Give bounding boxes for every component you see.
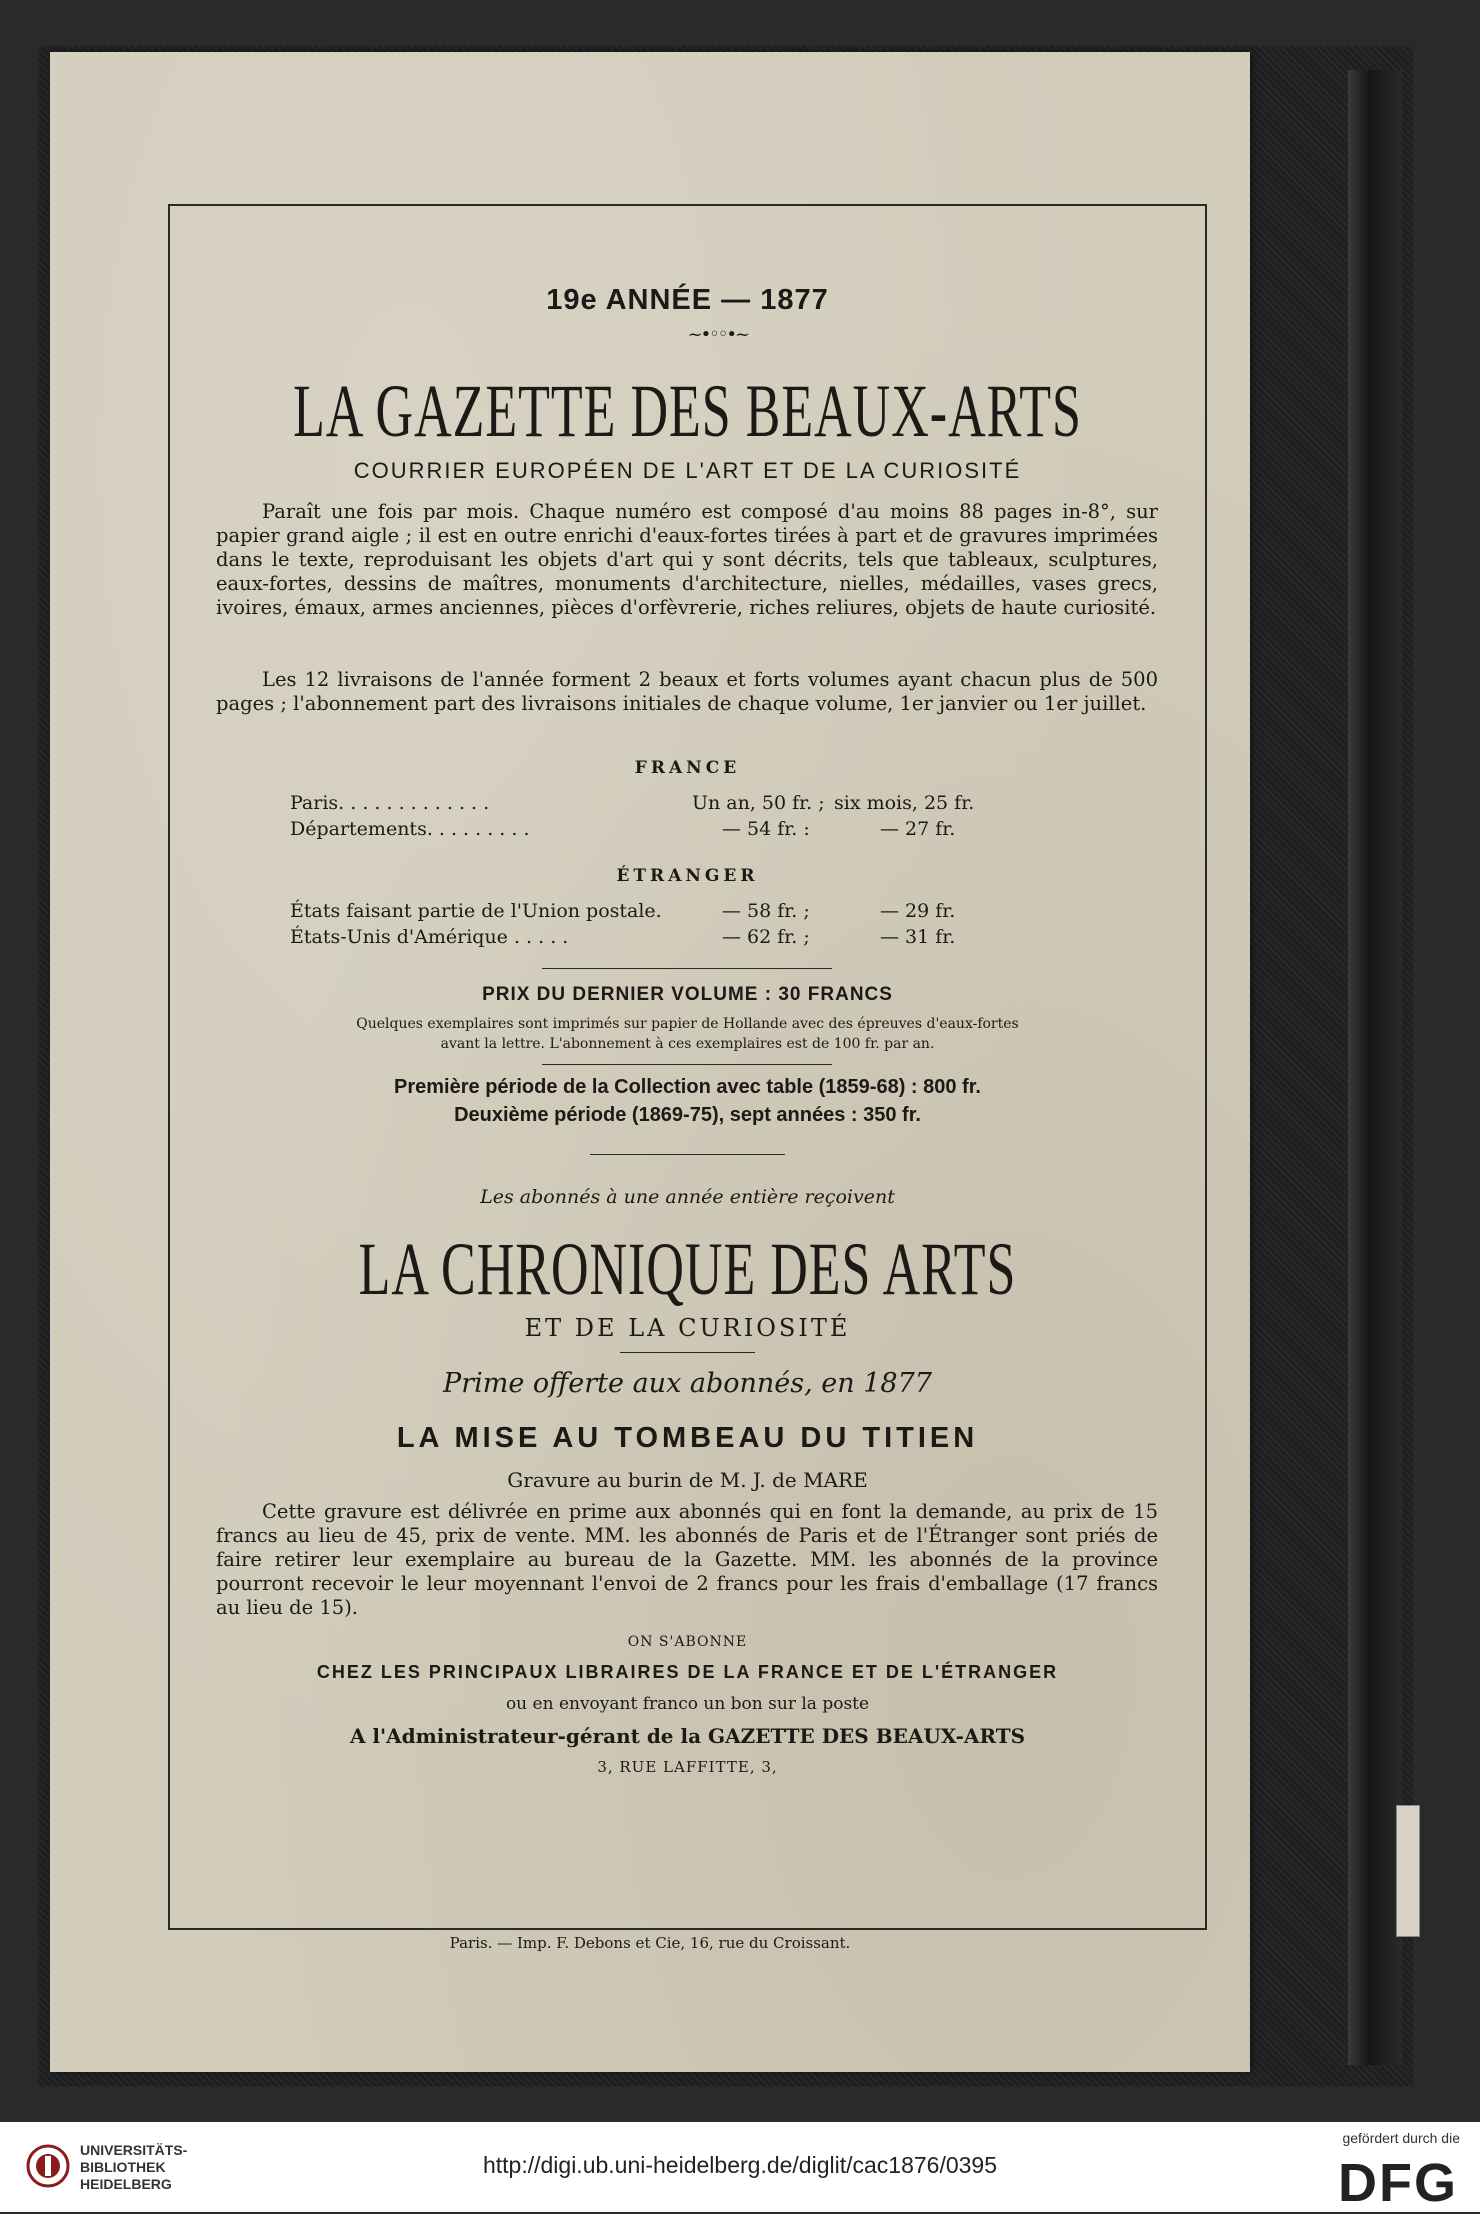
price-six-departements: — 27 fr. <box>880 818 956 840</box>
etranger-heading: ÉTRANGER <box>616 866 759 886</box>
prime-title: LA MISE AU TOMBEAU DU TITIEN <box>396 1422 979 1454</box>
subscribe-on: ON S'ABONNE <box>627 1634 748 1650</box>
divider-rule <box>620 1352 755 1353</box>
price-place: États-Unis d'Amérique . . . . . <box>290 926 569 948</box>
year-line: 19e ANNÉE — 1877 <box>546 284 829 316</box>
collection-line-1: Première période de la Collection avec table (1859-68) : 800 fr. <box>394 1076 981 1098</box>
collection-line-2: Deuxième période (1869-75), sept années : 350 fr. <box>454 1104 921 1126</box>
subscribe-admin: A l'Administrateur-gérant de la GAZETTE DES BEAUX-ARTS <box>349 1724 1026 1748</box>
prime-paragraph: Cette gravure est délivrée en prime aux abonnés qui en font la demande, au prix de 15 francs au lieu de 45, prix de vente. MM. les abonnés de Paris et de l'Étranger sont priés de faire retirer leur exemplaire au bureau de la Gazette. MM. les abonnés de la province pourront recevoir le leur moyennant l'envoi de 2 francs pour les frais d'emballage (17 francs au lieu de 15). <box>216 1500 1158 1619</box>
price-row-union <box>290 900 662 922</box>
chronique-intro: Les abonnés à une année entière reçoivent <box>480 1186 895 1208</box>
subscribe-address: 3, RUE LAFFITTE, 3, <box>597 1758 778 1776</box>
price-place: Départements. . . . . . . . . <box>290 818 530 840</box>
price-year-departements: — 54 fr. : <box>722 818 810 840</box>
chronique-subtitle: ET DE LA CURIOSITÉ <box>524 1314 851 1342</box>
subscribe-chez: CHEZ LES PRINCIPAUX LIBRAIRES DE LA FRANCE ET DE L'ÉTRANGER <box>316 1662 1059 1682</box>
viewer-footer <box>0 2122 1480 2212</box>
chronique-title-wrap <box>170 1228 1205 1312</box>
book-spine <box>1348 70 1402 2065</box>
intro-paragraph-2: Les 12 livraisons de l'année forment 2 beaux et forts volumes ayant chacun plus de 500 pages ; l'abonnement part des livraisons initiales de chaque volume, 1er janvier ou 1er juillet. <box>216 668 1158 715</box>
hollande-note-1: Quelques exemplaires sont imprimés sur papier de Hollande avec des épreuves d'eaux-fortes <box>356 1016 1019 1032</box>
france-heading: FRANCE <box>634 758 741 778</box>
university-name-line: UNIVERSITÄTS- <box>80 2142 188 2158</box>
dfg-logo: DFG <box>1338 2153 1458 2213</box>
price-place: États faisant partie de l'Union postale. <box>290 900 662 922</box>
subscribe-envoi: ou en envoyant franco un bon sur la poste <box>505 1694 870 1714</box>
main-title: LA GAZETTE DES BEAUX-ARTS <box>293 370 1082 454</box>
price-year-paris: Un an, 50 fr. ; <box>692 792 825 814</box>
price-row-paris <box>290 792 489 814</box>
price-row-departements <box>290 818 530 840</box>
permalink-url[interactable]: http://digi.ub.uni-heidelberg.de/diglit/cac1876/0395 <box>482 2152 998 2178</box>
price-six-usa: — 31 fr. <box>880 926 956 948</box>
page-border-frame: 19e ANNÉE — 1877 ~•◦◦•~ LA GAZETTE DES BEAUX-ARTS COURRIER EUROPÉEN DE L'ART ET DE LA CURIOSITÉ Paraît une fois par mois. Chaque numéro est composé d'au moins 88 pages in-8°, sur papier grand aigle ; il est en outre enrichi d'eaux-fortes tirées à part et de gravures imprimées dans le texte, reproduisant les objets d'art qui y sont décrits, tels que tableaux, sculptures, eaux-fortes, dessins de maîtres, monuments d'architecture, nielles, médailles, vases grecs, ivoires, émaux, armes anciennes, pièces d'orfèvrerie, riches reliures, objets de haute curiosité. Les 12 livraisons de l'année forment 2 beaux et forts volumes ayant chacun plus de 500 pages ; l'abonnement part des livraisons initiales de chaque volume, 1er janvier ou 1er juillet. FRANCE Paris. . . . . . . . . . . . . Un an, 50 fr. ; six mois, 25 fr. Départements. . . . . . . . . — 54 fr. : — 27 fr. ÉTRANGER États faisant partie de l'Union postale. — 58 fr. ; — 29 fr. États-Unis d'Amérique . . . . . — 62 fr. ; — 31 fr. PRIX DU DERNIER VOLUME : 30 FRANCS Quelques exemplaires sont imprimés sur papier de Hollande avec des épreuves d'eaux-fortes avant la lettre. L'abonnement à ces exemplaires est de 100 fr. par an. Première période de la Collection avec table (1859-68) : 800 fr. Deuxième période (1869-75), sept années : 350 fr. Les abonnés à une année entière reçoivent LA CHRONIQUE DES ARTS ET DE LA CURIOSITÉ Prime offerte aux abonnés, en 1877 LA MISE AU TOMBEAU DU TITIEN Gravure au burin de M. J. de MARE Cette gravure est délivrée en prime aux abonnés qui en font la demande, au prix de 15 francs au lieu de 45, prix de vente. MM. les abonnés de Paris et de l'Étranger sont priés de faire retirer leur exemplaire au bureau de la Gazette. MM. les abonnés de la province pourront recevoir le leur moyennant l'envoi de 2 francs pour les frais d'emballage (17 francs au lieu de 15). ON S'ABONNE CHEZ LES PRINCIPAUX LIBRAIRES DE LA FRANCE ET DE L'ÉTRANGER ou en envoyant franco un bon sur la poste A l'Administrateur-gérant de la GAZETTE DES BEAUX-ARTS 3, RUE LAFFITTE, 3, <box>168 204 1207 1930</box>
price-place: Paris. . . . . . . . . . . . . <box>290 792 490 814</box>
funding-note: gefördert durch die <box>1342 2130 1460 2146</box>
price-year-usa: — 62 fr. ; <box>722 926 810 948</box>
divider-rule <box>590 1154 785 1155</box>
imprint-line: Paris. — Imp. F. Debons et Cie, 16, rue du Croissant. <box>449 1934 851 1952</box>
spine-label <box>1396 1805 1420 1937</box>
last-volume-price: PRIX DU DERNIER VOLUME : 30 FRANCS <box>482 984 893 1005</box>
chronique-title: LA CHRONIQUE DES ARTS <box>358 1228 1017 1312</box>
divider-rule <box>542 1064 832 1065</box>
intro-paragraph-1: Paraît une fois par mois. Chaque numéro est composé d'au moins 88 pages in-8°, sur papier grand aigle ; il est en outre enrichi d'eaux-fortes tirées à part et de gravures imprimées dans le texte, reproduisant les objets d'art qui y sont décrits, tels que tableaux, sculptures, eaux-fortes, dessins de maîtres, monuments d'architecture, nielles, médailles, vases grecs, ivoires, émaux, armes anciennes, pièces d'orfèvrerie, riches reliures, objets de haute curiosité. <box>216 500 1158 619</box>
university-name-line: HEIDELBERG <box>80 2176 172 2192</box>
main-title-wrap <box>170 370 1205 454</box>
main-subtitle: COURRIER EUROPÉEN DE L'ART ET DE LA CURIOSITÉ <box>353 458 1022 483</box>
price-row-usa <box>290 926 568 948</box>
divider-rule <box>542 968 832 969</box>
price-six-union: — 29 fr. <box>880 900 956 922</box>
prime-line: Prime offerte aux abonnés, en 1877 <box>443 1368 932 1399</box>
scanned-page <box>50 52 1250 2072</box>
prime-engraver: Gravure au burin de M. J. de MARE <box>507 1468 868 1492</box>
price-year-union: — 58 fr. ; <box>722 900 810 922</box>
hollande-note-2: avant la lettre. L'abonnement à ces exemplaires est de 100 fr. par an. <box>440 1036 935 1052</box>
price-six-paris: six mois, 25 fr. <box>834 792 975 814</box>
university-name-line: BIBLIOTHEK <box>80 2159 166 2175</box>
